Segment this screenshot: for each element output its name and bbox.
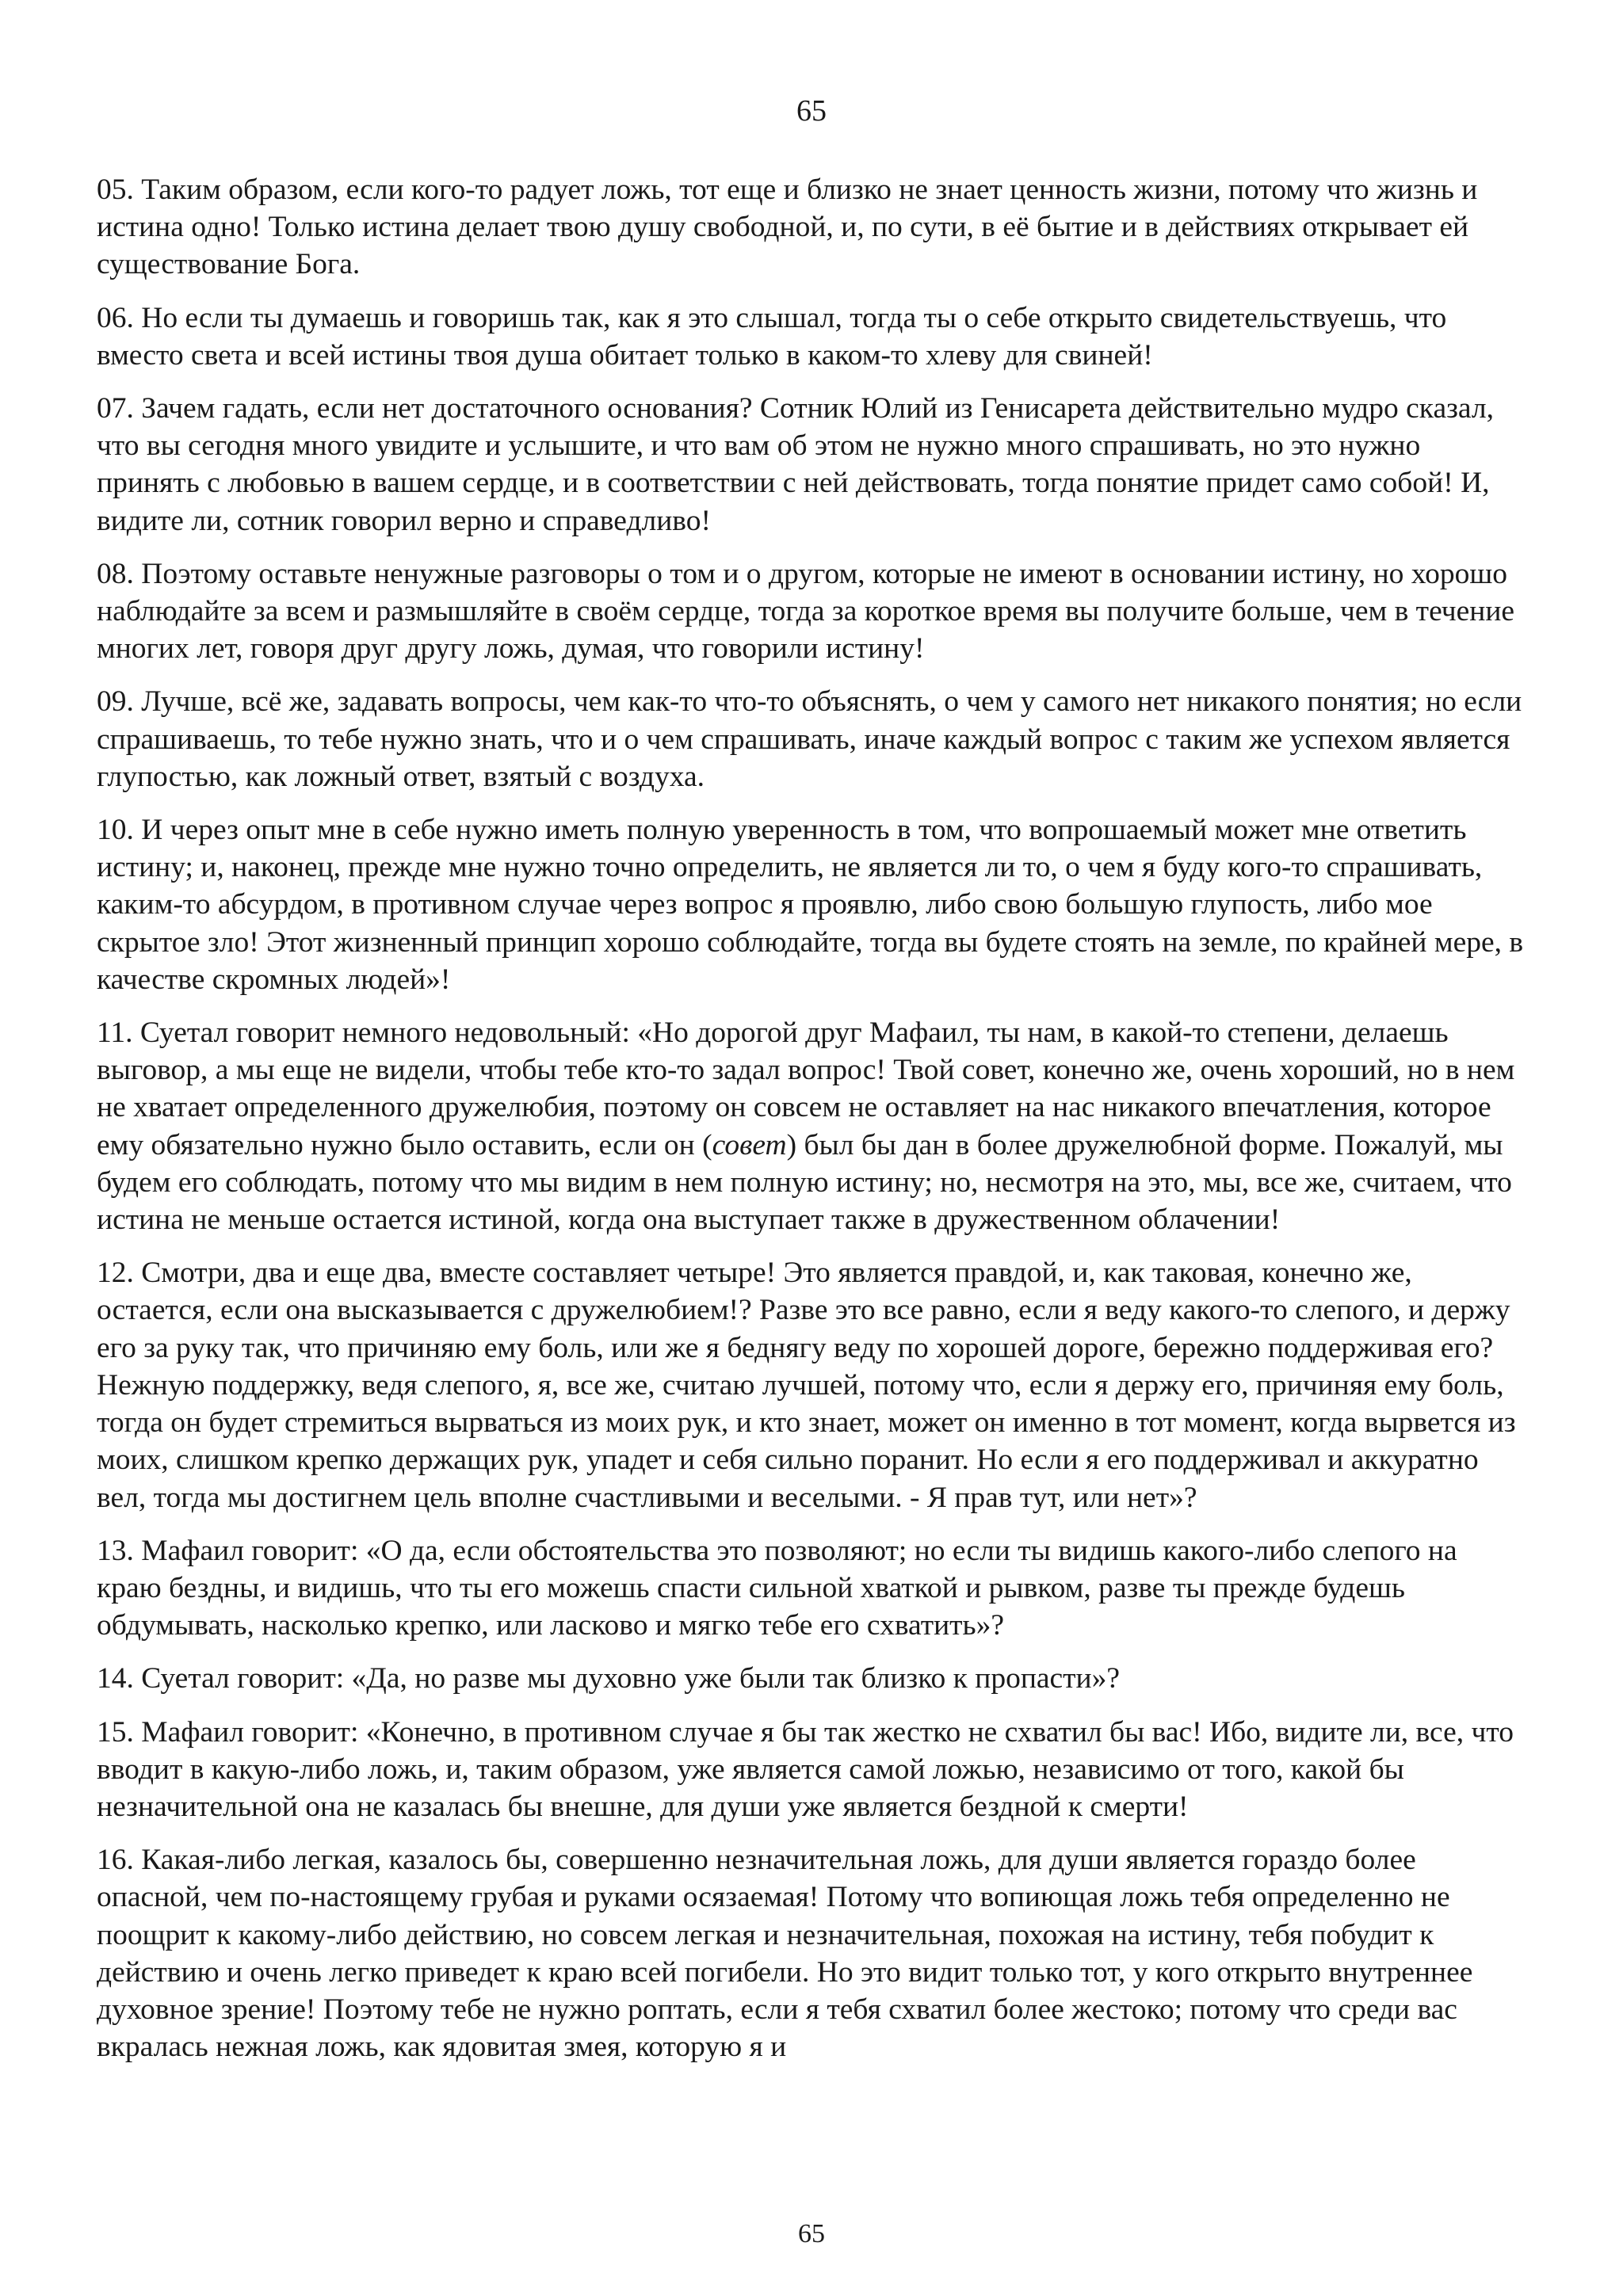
paragraph-06: 06. Но если ты думаешь и говоришь так, как я это слышал, тогда ты о себе открыто свидетельствуешь, что вместо света и всей истины твоя душа обитает только в каком-то хлеву для свиней! <box>97 301 1447 372</box>
paragraph-11-part-2: ) был бы дан в более дружелюбной форме. Пожалуй, мы будем его соблюдать, потому что мы видим в нем полную истину; но, несмотря на это, мы, все же, считаем, что истина не меньше остается истиной, когда она выступает также в дружественном облачении! <box>97 1128 1512 1237</box>
page-number-bottom: 65 <box>798 2219 825 2248</box>
paragraph-16: 16. Какая-либо легкая, казалось бы, совершенно незначительная ложь, для души является гораздо более опасной, чем по-настоящему грубая и руками осязаемая! Потому что вопиющая ложь тебя определенно не поощрит к какому-либо действию, но совсем легкая и незначительная, похожая на истину, тебя побудит к действию и очень легко приведет к краю всей погибели. Но это видит только тот, у кого открыто внутреннее духовное зрение! Поэтому тебе не нужно роптать, если я тебя схватил более жестоко; потому что среди вас вкралась нежная ложь, как ядовитая змея, которую я и <box>97 1844 1473 2064</box>
paragraph-13: 13. Мафаил говорит: «О да, если обстоятельства это позволяют; но если ты видишь какого-либо слепого на краю бездны, и видишь, что ты его можешь спасти сильной хваткой и рывком, разве ты прежде будешь обдумывать, насколько крепко, или ласково и мягко тебе его схватить»? <box>97 1534 1457 1642</box>
paragraph-08: 08. Поэтому оставьте ненужные разговоры о том и о другом, которые не имеют в основании истину, но хорошо наблюдайте за всем и размышляйте в своём сердце, тогда за короткое время вы получите больше, чем в течение многих лет, говоря друг другу ложь, думая, что говорили истину! <box>97 557 1515 666</box>
paragraph-14: 14. Суетал говорит: «Да, но разве мы духовно уже были так близко к пропасти»? <box>97 1662 1121 1695</box>
paragraph-11 <box>97 1014 1528 1238</box>
paragraph-12: 12. Смотри, два и еще два, вместе составляет четыре! Это является правдой, и, как таковая, конечно же, остается, если она высказывается с дружелюбием!? Разве это все равно, если я веду какого-то слепого, и держу его за руку так, что причиняю ему боль, или же я беднягу веду по хорошей дороге, бережно поддерживая его? Нежную поддержку, ведя слепого, я, все же, считаю лучшей, потому что, если я держу его, причиняя ему боль, тогда он будет стремиться вырваться из моих рук, и кто знает, может он именно в тот момент, когда вырвется из моих, слишком крепко держащих рук, упадет и себя сильно поранит. Но если я его поддерживал и аккуратно вел, тогда мы достигнем цель вполне счастливыми и веселыми. - Я прав тут, или нет»? <box>97 1257 1516 1514</box>
paragraph-15: 15. Мафаил говорит: «Конечно, в противном случае я бы так жестко не схватил бы вас! Ибо, видите ли, все, что вводит в какую-либо ложь, и, таким образом, уже является самой ложью, независимо от того, какой бы незначительной она не казалась бы внешне, для души уже является бездной к смерти! <box>97 1715 1514 1823</box>
paragraph-11-italic-word: совет <box>712 1128 787 1161</box>
paragraph-05: 05. Таким образом, если кого-то радует ложь, тот еще и близко не знает ценность жизни, потому что жизнь и истина одно! Только истина делает твою душу свободной, и, по сути, в её бытие и в действиях открывает ей существование Бога. <box>97 174 1478 281</box>
paragraph-09: 09. Лучше, всё же, задавать вопросы, чем как-то что-то объяснять, о чем у самого нет никакого понятия; но если спрашиваешь, то тебе нужно знать, что и о чем спрашивать, иначе каждый вопрос с таким же успехом является глупостью, как ложный ответ, взятый с воздуха. <box>97 685 1522 793</box>
document-body <box>97 171 1528 2081</box>
page-number-top: 65 <box>796 94 827 128</box>
paragraph-11-part-1: 11. Суетал говорит немного недовольный: «Но дорогой друг Мафаил, ты нам, в какой-то степени, делаешь выговор, а мы еще не видели, чтобы тебе кто-то задал вопрос! Твой совет, конечно же, очень хороший, но в нем не хватает определенного дружелюбия, поэтому он совсем не оставляет на нас никакого впечатления, которое ему обязательно нужно было оставить, если он ( <box>97 1016 1515 1161</box>
paragraph-10: 10. И через опыт мне в себе нужно иметь полную уверенность в том, что вопрошаемый может мне ответить истину; и, наконец, прежде мне нужно точно определить, не является ли то, о чем я буду кого-то спрашивать, каким-то абсурдом, в противном случае через вопрос я проявлю, либо свою большую глупость, либо мое скрытое зло! Этот жизненный принцип хорошо соблюдайте, тогда вы будете стоять на земле, по крайней мере, в качестве скромных людей»! <box>97 814 1524 996</box>
paragraph-07: 07. Зачем гадать, если нет достаточного основания? Сотник Юлий из Генисарета действительно мудро сказал, что вы сегодня много увидите и услышите, и что вам об этом не нужно много спрашивать, но это нужно принять с любовью в вашем сердце, и в соответствии с ней действовать, тогда понятие придет само собой! И, видите ли, сотник говорил верно и справедливо! <box>97 392 1494 537</box>
